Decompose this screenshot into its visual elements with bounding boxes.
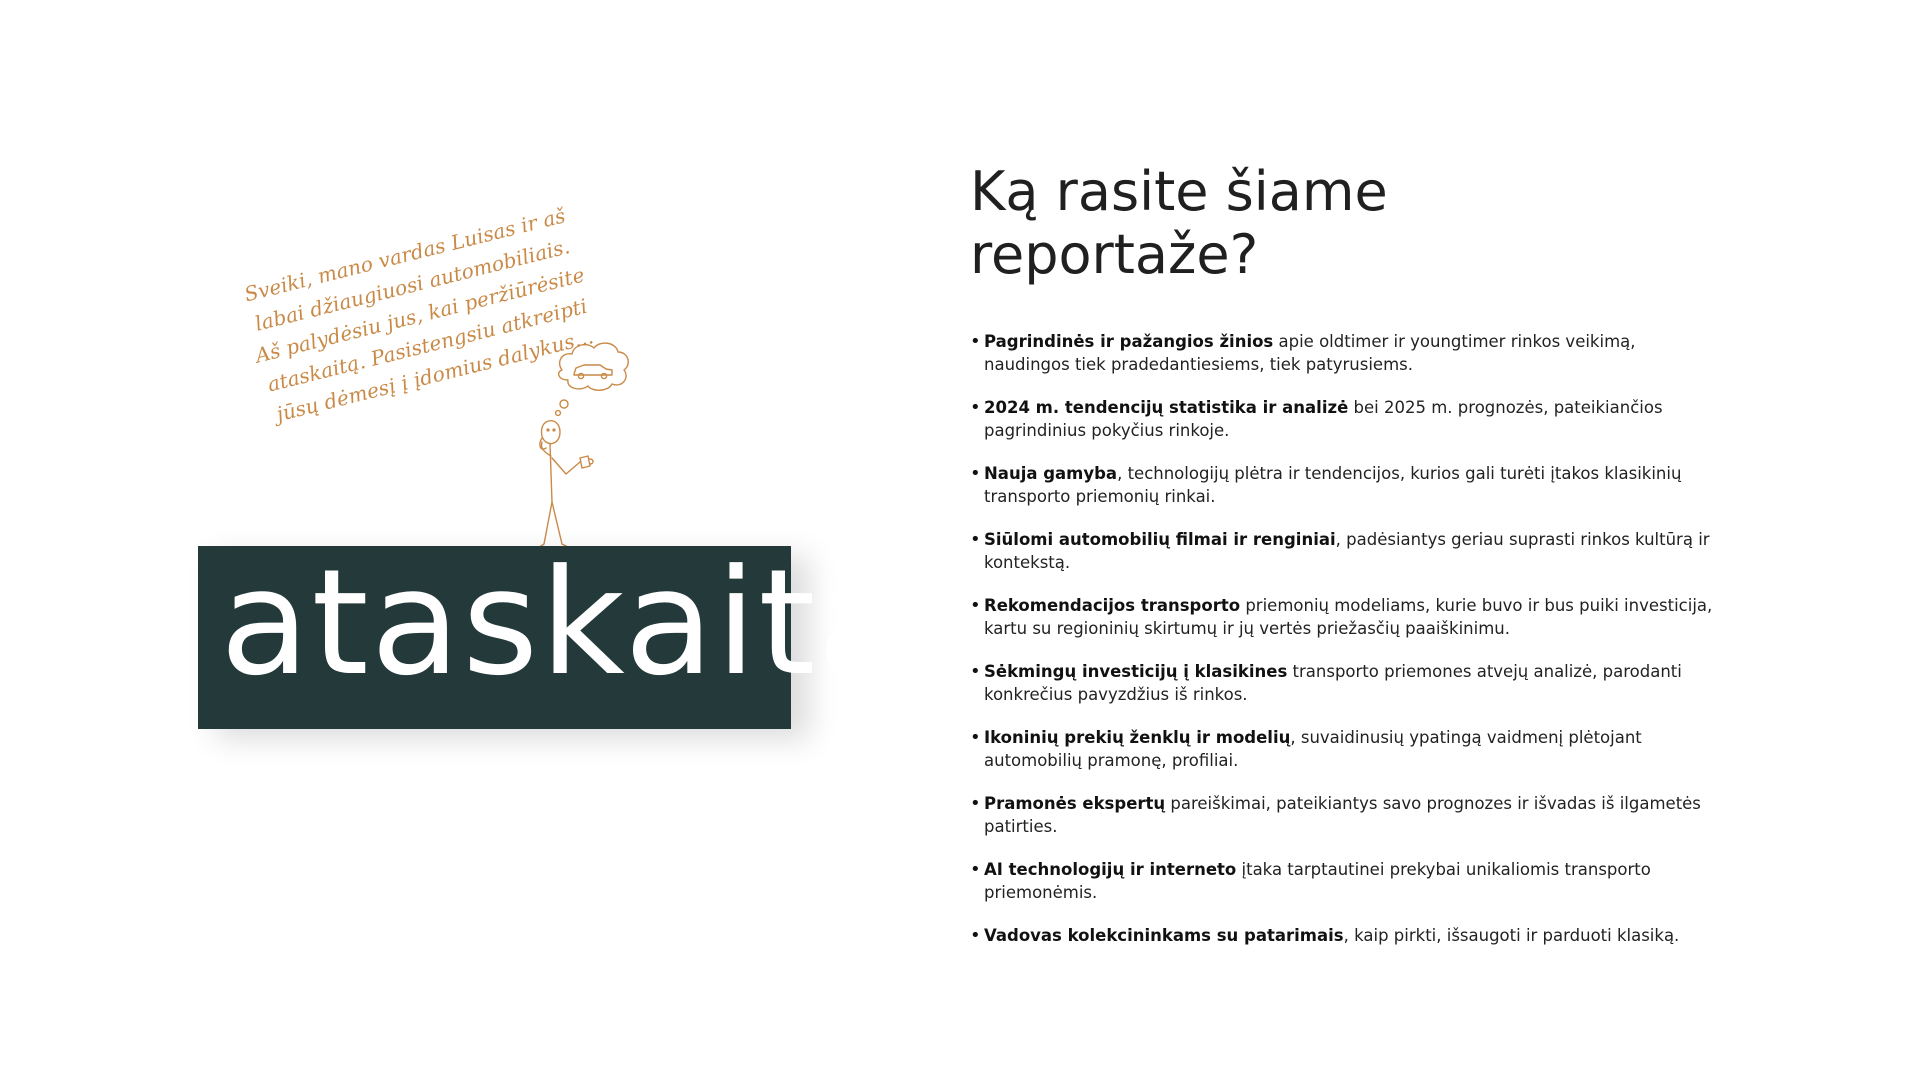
list-item (970, 462, 1720, 508)
list-item (970, 792, 1720, 838)
intro-speech-text: Sveiki, mano vardas Luisas ir aš labai džiaugiuosi automobiliais. Aš palydėsiu jus, kai peržiūrėsite ataskaitą. Pasistengsiu atkreipti jūsų dėmesį į įdomius dalykus... (241, 203, 596, 427)
bullet-text: apie oldtimer ir youngtimer rinkos veikimą, naudingos tiek pradedantiesiems, tiek patyrusiems. (984, 332, 1636, 374)
bullet-list (970, 330, 1720, 967)
bullet-text: bei 2025 m. prognozės, pateikiančios pagrindinius pokyčius rinkoje. (984, 398, 1663, 440)
bullet-bold-text: Siūlomi automobilių filmai ir renginiai (984, 530, 1336, 549)
title-block-word: ataskaita (220, 538, 909, 708)
bullet-text: , padėsiantys geriau suprasti rinkos kultūrą ir kontekstą. (984, 530, 1710, 572)
bullet-bold-text: Nauja gamyba (984, 464, 1118, 483)
bullet-text: transporto priemones atvejų analizė, parodanti konkrečius pavyzdžius iš rinkos. (984, 662, 1682, 704)
bullet-text: įtaka tarptautinei prekybai unikaliomis transporto priemonėmis. (984, 860, 1651, 902)
list-item (970, 660, 1720, 706)
bullet-text: , suvaidinusių ypatingą vaidmenį plėtojant automobilių pramonę, profiliai. (984, 728, 1642, 770)
bullet-bold-text: Ikoninių prekių ženklų ir modelių (984, 728, 1291, 747)
bullet-bold-text: Rekomendacijos transporto (984, 596, 1241, 615)
bullet-bold-text: Pagrindinės ir pažangios žinios (984, 332, 1274, 351)
bullet-text: , kaip pirkti, išsaugoti ir parduoti klasiką. (1343, 926, 1680, 945)
bullet-text: pareiškimai, pateikiantys savo prognozes ir išvadas iš ilgametės patirties. (984, 794, 1701, 836)
bullet-text: priemonių modeliams, kurie buvo ir bus puiki investicija, kartu su regioninių skirtumų ir jų vertės priežasčių paaiškinimu. (984, 596, 1713, 638)
list-item (970, 726, 1720, 772)
section-title: Ką rasite šiame reportaže? (970, 160, 1388, 287)
list-item (970, 528, 1720, 574)
bullet-bold-text: Vadovas kolekcininkams su patarimais (984, 926, 1344, 945)
bullet-bold-text: Pramonės ekspertų (984, 794, 1166, 813)
bullet-bold-text: 2024 m. tendencijų statistika ir analizė (984, 398, 1349, 417)
list-item (970, 396, 1720, 442)
stick-figure-thinking-icon (530, 334, 650, 554)
list-item (970, 330, 1720, 376)
list-item (970, 858, 1720, 904)
bullet-bold-text: AI technologijų ir interneto (984, 860, 1237, 879)
title-block (198, 538, 909, 729)
bullet-text: , technologijų plėtra ir tendencijos, kurios gali turėti įtakos klasikinių transporto priemonių rinkai. (984, 464, 1682, 506)
bullet-bold-text: Sėkmingų investicijų į klasikines (984, 662, 1288, 681)
list-item (970, 924, 1720, 947)
list-item (970, 594, 1720, 640)
